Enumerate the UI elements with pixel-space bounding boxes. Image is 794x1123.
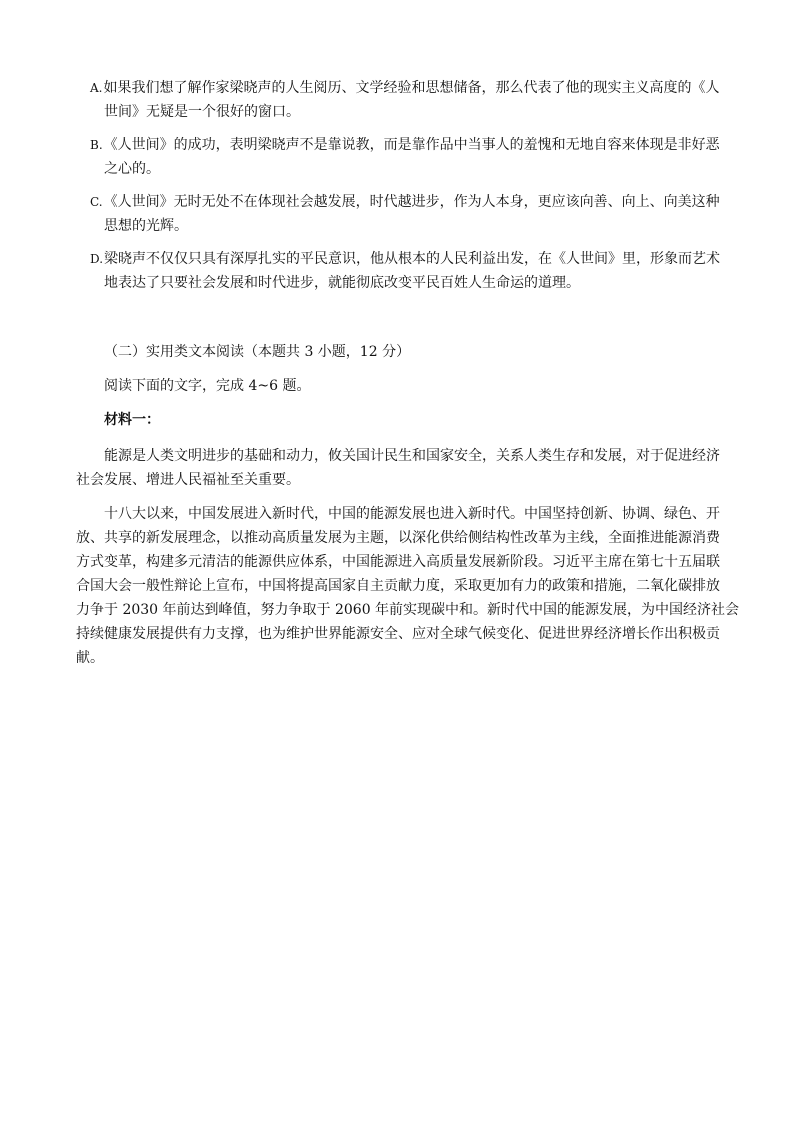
paragraph-line: 能源是人类文明进步的基础和动力，攸关国计民生和国家安全，关系人类生存和发展，对于促进经济 (104, 448, 720, 464)
option-letter: B. (90, 138, 103, 152)
option-text-line2: 思想的光辉。 (104, 218, 188, 234)
paragraph-line: 十八大以来，中国发展进入新时代，中国的能源发展也进入新时代。中国坚持创新、协调、绿色、开 (104, 506, 720, 522)
paragraph-line: 力争于 2030 年前达到峰值，努力争取于 2060 年前实现碳中和。新时代中国的能源发展，为中国经济社会 (76, 602, 740, 618)
option-text-line1: 如果我们想了解作家梁晓声的人生阅历、文学经验和思想储备，那么代表了他的现实主义高度的《人 (103, 80, 720, 96)
option-b (90, 133, 730, 181)
material-title: 材料一： (104, 412, 160, 428)
paragraph-2 (76, 502, 740, 670)
paragraph-line: 放、共享的新发展理念，以推动高质量发展为主题，以深化供给侧结构性改革为主线，全面推进能源消费 (76, 530, 720, 546)
paragraph-line: 献。 (76, 650, 104, 666)
option-text-line2: 世间》无疑是一个很好的窗口。 (104, 104, 300, 120)
option-text-line2: 之心的。 (104, 161, 160, 177)
paragraph-line: 方式变革，构建多元清洁的能源供应体系，中国能源进入高质量发展新阶段。习近平主席在第七十五届联 (76, 554, 720, 570)
option-text-line1: 《人世间》的成功，表明梁晓声不是靠说教，而是靠作品中当事人的羞愧和无地自容来体现是非好恶 (103, 137, 720, 153)
paragraph-line: 合国大会一般性辩论上宣布，中国将提高国家自主贡献力度，采取更加有力的政策和措施，二氧化碳排放 (76, 578, 720, 594)
option-text-line1: 梁晓声不仅仅只具有深厚扎实的平民意识，他从根本的人民利益出发，在《人世间》里，形象而艺术 (104, 251, 721, 267)
option-text-line2: 地表达了只要社会发展和时代进步，就能彻底改变平民百姓人生命运的道理。 (104, 275, 580, 291)
section-heading: （二）实用类文本阅读（本题共 3 小题，12 分） (104, 344, 411, 360)
option-text-line1: 《人世间》无时无处不在体现社会越发展，时代越进步，作为人本身，更应该向善、向上、向美这种 (103, 194, 720, 210)
section-instruction: 阅读下面的文字，完成 4~6 题。 (104, 378, 311, 394)
option-d (90, 247, 730, 295)
paragraph-line: 社会发展、增进人民福祉至关重要。 (76, 472, 300, 488)
option-letter: A. (90, 81, 103, 95)
option-letter: C. (90, 195, 103, 209)
option-a (90, 76, 730, 124)
option-c (90, 190, 730, 238)
option-letter: D. (90, 252, 104, 266)
paragraph-line: 持续健康发展提供有力支撑，也为维护世界能源安全、应对全球气候变化、促进世界经济增长作出积极贡 (76, 626, 720, 642)
paragraph-1 (76, 444, 728, 492)
